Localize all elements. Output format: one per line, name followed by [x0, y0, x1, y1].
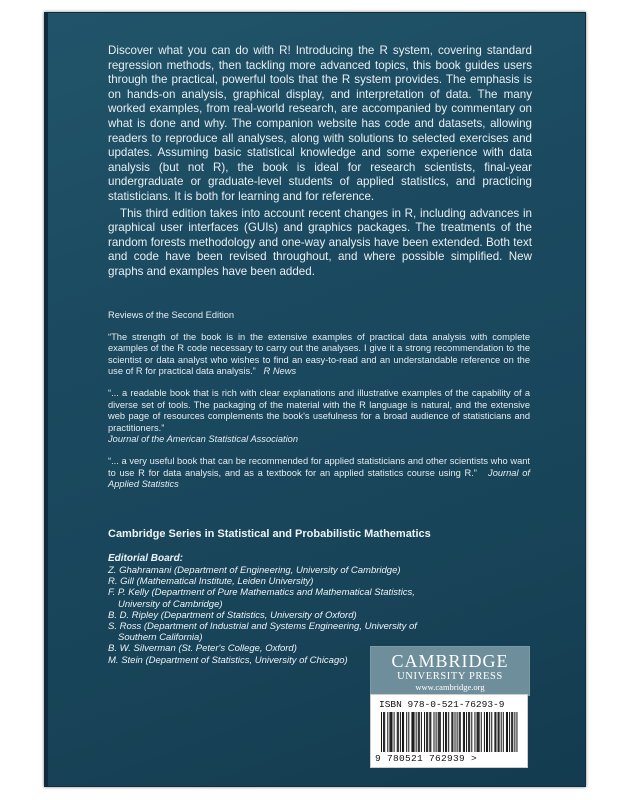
- board-member: F. P. Kelly (Department of Pure Mathematics and Mathematical Statistics, University of Cambridge): [108, 587, 415, 610]
- review-quote: [108, 456, 530, 491]
- review-quote: [108, 388, 530, 446]
- review-text: “... a very useful book that can be recommended for applied statisticians and other scientists who want to use R for data analysis, and as a textbook for an applied statistics course using R.”: [108, 455, 530, 478]
- reviews-heading: Reviews of the Second Edition: [108, 310, 235, 320]
- barcode-digits: 9 780521 762939 >: [375, 753, 478, 764]
- publisher-url: www.cambridge.org: [415, 682, 485, 692]
- barcode-icon: [381, 712, 519, 752]
- board-member: S. Ross (Department of Industrial and Systems Engineering, University of Southern California): [108, 621, 417, 644]
- board-member: R. Gill (Mathematical Institute, Leiden University): [108, 576, 314, 588]
- publisher-press: UNIVERSITY PRESS: [397, 671, 503, 682]
- editorial-board-label: Editorial Board:: [108, 553, 184, 564]
- cover-edge: [44, 12, 48, 787]
- isbn-label: ISBN 978-0-521-76293-9: [379, 699, 505, 710]
- review-quote: [108, 332, 530, 378]
- board-member: M. Stein (Department of Statistics, University of Chicago): [108, 654, 348, 666]
- blurb-paragraph-2: This third edition takes into account recent changes in R, including advances in graphical user interfaces (GUIs) and graphics packages. The treatments of the random forests methodology and one-way analysis have been extended. Both text and code have been revised throughout, and where possible simplified. New graphs and examples have been added.: [108, 206, 532, 278]
- review-text: “... a readable book that is rich with clear explanations and illustrative examples of the capability of a diverse set of tools. The packaging of the material with the R language is natural, and the extensive web page of resources complements the book's usefulness for a broad audience of statisticians and practitioners.”: [108, 387, 530, 433]
- review-text: “The strength of the book is in the extensive examples of practical data analysis with complete examples of the R code necessary to carry out the analyses. I give it a strong recommendation to the scientist or data analyst who wishes to find an easy-to-read and an understandable reference on the use of R for practical data analysis.”: [108, 331, 530, 377]
- board-member: Z. Ghahramani (Department of Engineering, University of Cambridge): [108, 565, 401, 576]
- publisher-logo: [370, 646, 530, 696]
- book-blurb: [108, 44, 532, 280]
- review-source: R News: [263, 366, 297, 377]
- publisher-name: CAMBRIDGE: [391, 651, 509, 671]
- review-source: Journal of the American Statistical Association: [108, 434, 298, 445]
- blurb-paragraph-1: Discover what you can do with R! Introducing the R system, covering standard regression methods, then tackling more advanced topics, this book guides users through the practical, powerful tools that the R system provides. The emphasis is on hands-on analysis, graphical display, and interpretation of data. The many worked examples, from real-world research, are accompanied by commentary on what is done and why. The companion website has code and datasets, allowing readers to reproduce all analyses, along with solutions to selected exercises and updates. Assuming basic statistical knowledge and some experience with data analysis (but not R), the book is ideal for research scientists, final-year undergraduate or graduate-level students of applied statistics, and practicing statisticians. It is both for learning and for reference.: [108, 44, 532, 203]
- board-member: B. D. Ripley (Department of Statistics, University of Oxford): [108, 609, 357, 621]
- reviews-section: [108, 310, 530, 501]
- series-title: Cambridge Series in Statistical and Probabilistic Mathematics: [108, 528, 431, 540]
- review-source: Journal of Applied Statistics: [108, 467, 531, 490]
- barcode-panel: [370, 694, 528, 768]
- board-member: B. W. Silverman (St. Peter's College, Oxford): [108, 643, 297, 655]
